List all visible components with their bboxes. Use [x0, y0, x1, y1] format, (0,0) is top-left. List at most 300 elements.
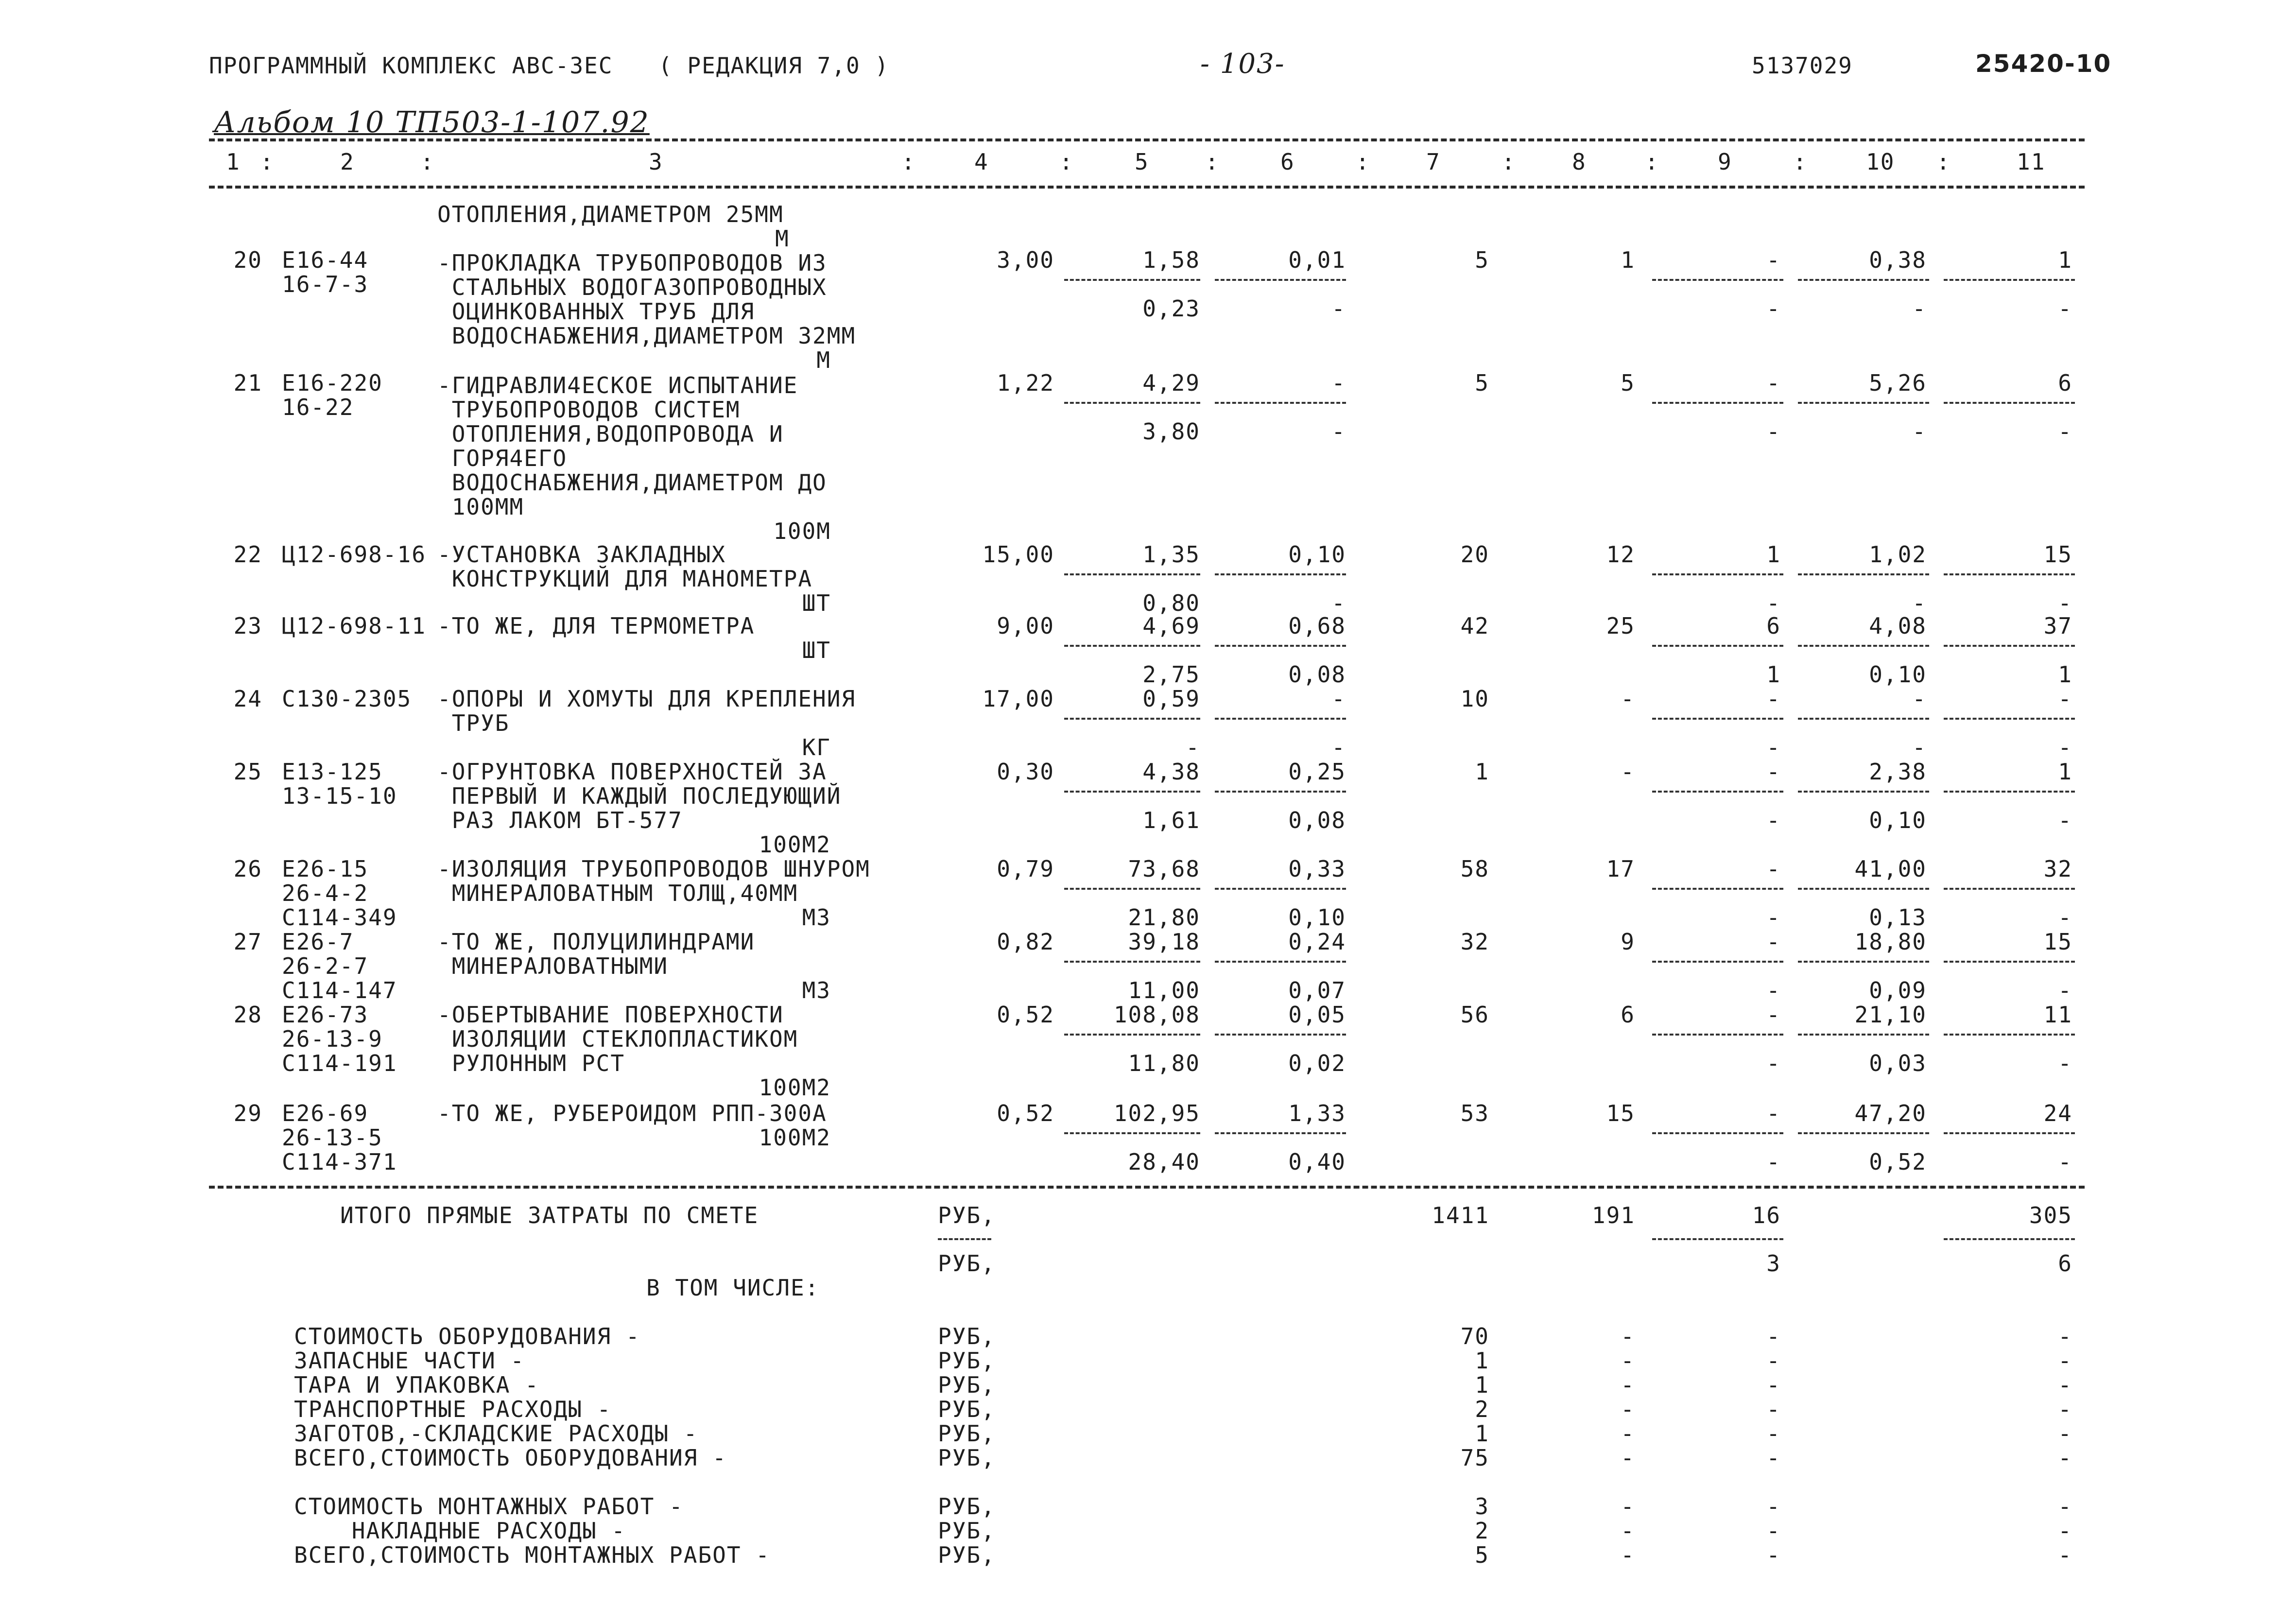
- totals-c9-underline: [1652, 1238, 1783, 1240]
- machine-cost: -: [1331, 686, 1346, 712]
- value-underline: [1944, 573, 2075, 575]
- unit-cost: 1,35: [1142, 541, 1200, 568]
- column-number: 6: [1280, 149, 1295, 175]
- unit-cost: 1,58: [1142, 247, 1200, 273]
- unit-cost: 102,95: [1113, 1100, 1200, 1126]
- quantity: 9,00: [997, 613, 1054, 639]
- totals-c9-bottom: 3: [1766, 1250, 1781, 1277]
- column-number: 4: [974, 149, 989, 175]
- unit-cost-wages: 0,80: [1142, 590, 1200, 616]
- rate-code: Е26-15: [282, 856, 369, 882]
- labor-per-unit: 47,20: [1854, 1100, 1927, 1126]
- summary-unit: РУБ,: [938, 1445, 996, 1471]
- value-underline: [1798, 718, 1929, 720]
- unit-of-measure: 100М2: [759, 831, 831, 858]
- machine-wages: 0,07: [1288, 977, 1346, 1003]
- total-cost: 42: [1460, 613, 1489, 639]
- unit-cost-wages: 11,80: [1128, 1050, 1200, 1076]
- value-underline: [1215, 279, 1346, 281]
- summary-label: ВСЕГО,СТОИМОСТЬ МОНТАЖНЫХ РАБОТ -: [294, 1542, 770, 1568]
- value-underline: [1944, 961, 2075, 963]
- value-underline: [1652, 888, 1783, 890]
- summary-unit: РУБ,: [938, 1542, 996, 1568]
- summary-label: СТОИМОСТЬ ОБОРУДОВАНИЯ -: [294, 1323, 640, 1349]
- labor-total-machine: -: [2058, 418, 2072, 445]
- labor-per-unit: 2,38: [1869, 759, 1927, 785]
- value-underline: [1215, 888, 1346, 890]
- value-underline: [1064, 961, 1200, 963]
- labor-total-machine: -: [2058, 977, 2072, 1003]
- machine-total: -: [1766, 370, 1781, 396]
- summary-c11: -: [2058, 1420, 2072, 1447]
- totals-unit-2: РУБ,: [938, 1250, 996, 1277]
- totals-c11-top: 305: [2029, 1202, 2072, 1228]
- machine-total-wages: 1: [1766, 661, 1781, 688]
- summary-c7: 1: [1475, 1348, 1489, 1374]
- machine-total: -: [1766, 1100, 1781, 1126]
- labor-per-unit-machine: 0,09: [1869, 977, 1927, 1003]
- machine-total-wages: -: [1766, 734, 1781, 760]
- summary-c8: -: [1621, 1445, 1635, 1471]
- unit-of-measure: 100М2: [759, 1124, 831, 1151]
- work-description: ПЕРВЫЙ И КАЖДЫЙ ПОСЛЕДУЮЩИЙ: [437, 783, 842, 809]
- labor-per-unit: 5,26: [1869, 370, 1927, 396]
- summary-c8: -: [1621, 1542, 1635, 1568]
- value-underline: [1944, 279, 2075, 281]
- work-description: ВОДОСНАБЖЕНИЯ,ДИАМЕТРОМ 32ММ: [437, 323, 856, 349]
- machine-cost: 1,33: [1288, 1100, 1346, 1126]
- value-underline: [1652, 645, 1783, 647]
- rate-code: 26-13-9: [282, 1026, 383, 1052]
- value-underline: [1215, 645, 1346, 647]
- program-name: ПРОГРАММНЫЙ КОМПЛЕКС АВС-3ЕС: [209, 52, 613, 79]
- total-wages: -: [1621, 759, 1635, 785]
- work-description: МИНЕРАЛОВАТНЫМ ТОЛЩ,40ММ: [437, 880, 798, 906]
- value-underline: [1064, 573, 1200, 575]
- summary-c7: 1: [1475, 1420, 1489, 1447]
- summary-unit: РУБ,: [938, 1396, 996, 1422]
- total-wages: 12: [1606, 541, 1635, 568]
- summary-label: СТОИМОСТЬ МОНТАЖНЫХ РАБОТ -: [294, 1493, 684, 1520]
- summary-c11: -: [2058, 1542, 2072, 1568]
- value-underline: [1944, 791, 2075, 793]
- column-number: 7: [1426, 149, 1441, 175]
- unit-of-measure: КГ: [802, 734, 831, 760]
- machine-cost: -: [1331, 370, 1346, 396]
- summary-label: ВСЕГО,СТОИМОСТЬ ОБОРУДОВАНИЯ -: [294, 1445, 727, 1471]
- unit-cost-wages: 11,00: [1128, 977, 1200, 1003]
- work-description: -ОПОРЫ И ХОМУТЫ ДЛЯ КРЕПЛЕНИЯ: [437, 686, 856, 712]
- work-description: -ИЗОЛЯЦИЯ ТРУБОПРОВОДОВ ШНУРОМ: [437, 856, 870, 882]
- column-separator: :: [1356, 149, 1370, 175]
- value-underline: [1215, 402, 1346, 404]
- labor-total-machine: 1: [2058, 661, 2072, 688]
- machine-total-wages: -: [1766, 295, 1781, 322]
- machine-total: 6: [1766, 613, 1781, 639]
- value-underline: [1798, 1034, 1929, 1036]
- summary-c9: -: [1766, 1348, 1781, 1374]
- value-underline: [1652, 791, 1783, 793]
- machine-total: -: [1766, 1002, 1781, 1028]
- rate-code: 16-7-3: [282, 271, 369, 297]
- summary-unit: РУБ,: [938, 1493, 996, 1520]
- rate-code: 26-4-2: [282, 880, 369, 906]
- summary-c9: -: [1766, 1518, 1781, 1544]
- machine-cost: 0,01: [1288, 247, 1346, 273]
- machine-total: -: [1766, 856, 1781, 882]
- unit-cost-wages: 21,80: [1128, 904, 1200, 931]
- quantity: 0,52: [997, 1100, 1054, 1126]
- labor-per-unit-machine: 0,10: [1869, 661, 1927, 688]
- unit-cost-wages: 2,75: [1142, 661, 1200, 688]
- machine-wages: 0,02: [1288, 1050, 1346, 1076]
- column-separator: :: [1502, 149, 1516, 175]
- row-number: 22: [233, 541, 262, 568]
- machine-total: 1: [1766, 541, 1781, 568]
- value-underline: [1798, 791, 1929, 793]
- rate-code: 13-15-10: [282, 783, 397, 809]
- quantity: 0,30: [997, 759, 1054, 785]
- machine-total-wages: -: [1766, 1149, 1781, 1175]
- labor-total: 24: [2043, 1100, 2072, 1126]
- value-underline: [1064, 279, 1200, 281]
- rate-code: Е26-73: [282, 1002, 369, 1028]
- summary-label: ЗАПАСНЫЕ ЧАСТИ -: [294, 1348, 525, 1374]
- totals-c8: 191: [1591, 1202, 1635, 1228]
- labor-total-machine: -: [2058, 904, 2072, 931]
- column-number: 3: [649, 149, 663, 175]
- summary-c7: 5: [1475, 1542, 1489, 1568]
- value-underline: [1652, 279, 1783, 281]
- column-separator: :: [260, 149, 275, 175]
- summary-c11: -: [2058, 1493, 2072, 1520]
- machine-cost: 0,68: [1288, 613, 1346, 639]
- summary-c11: -: [2058, 1372, 2072, 1398]
- summary-unit: РУБ,: [938, 1323, 996, 1349]
- unit-cost: 39,18: [1128, 929, 1200, 955]
- column-number: 11: [2017, 149, 2046, 175]
- machine-total: -: [1766, 929, 1781, 955]
- work-description: ГОРЯ4ЕГО: [437, 445, 568, 471]
- value-underline: [1798, 402, 1929, 404]
- machine-total-wages: -: [1766, 418, 1781, 445]
- machine-wages: 0,10: [1288, 904, 1346, 931]
- labor-per-unit: 41,00: [1854, 856, 1927, 882]
- summary-unit: РУБ,: [938, 1518, 996, 1544]
- work-description: ВОДОСНАБЖЕНИЯ,ДИАМЕТРОМ ДО: [437, 469, 827, 496]
- totals-label: ИТОГО ПРЯМЫЕ ЗАТРАТЫ ПО СМЕТЕ: [340, 1202, 759, 1228]
- column-separator: :: [420, 149, 435, 175]
- labor-total: 32: [2043, 856, 2072, 882]
- rate-code: Е26-7: [282, 929, 354, 955]
- column-number: 8: [1572, 149, 1587, 175]
- value-underline: [1652, 402, 1783, 404]
- continuation-line: М: [775, 225, 790, 252]
- labor-total-machine: -: [2058, 734, 2072, 760]
- work-description: -ГИДРАВЛИ4ЕСКОЕ ИСПЫТАНИЕ: [437, 372, 798, 398]
- totals-unit-underline: [938, 1238, 991, 1240]
- labor-per-unit: 1,02: [1869, 541, 1927, 568]
- total-cost: 58: [1460, 856, 1489, 882]
- value-underline: [1215, 718, 1346, 720]
- table-end-rule: [209, 1186, 2085, 1189]
- album-stamp: Альбом 10 ТП503-1-107.92: [214, 105, 650, 139]
- labor-per-unit: -: [1912, 686, 1927, 712]
- labor-total-machine: -: [2058, 1050, 2072, 1076]
- rate-code: Е16-220: [282, 370, 383, 396]
- machine-total: -: [1766, 759, 1781, 785]
- row-number: 23: [233, 613, 262, 639]
- summary-c7: 2: [1475, 1396, 1489, 1422]
- summary-unit: РУБ,: [938, 1420, 996, 1447]
- labor-per-unit-machine: -: [1912, 734, 1927, 760]
- value-underline: [1064, 791, 1200, 793]
- total-wages: 6: [1621, 1002, 1635, 1028]
- labor-per-unit-machine: -: [1912, 590, 1927, 616]
- labor-per-unit: 4,08: [1869, 613, 1927, 639]
- machine-total: -: [1766, 247, 1781, 273]
- rate-code: С114-147: [282, 977, 397, 1003]
- summary-unit: РУБ,: [938, 1348, 996, 1374]
- machine-total-wages: -: [1766, 807, 1781, 833]
- work-description: -ОБЕРТЫВАНИЕ ПОВЕРХНОСТИ: [437, 1002, 784, 1028]
- unit-cost: 108,08: [1113, 1002, 1200, 1028]
- labor-total-machine: -: [2058, 1149, 2072, 1175]
- summary-c9: -: [1766, 1323, 1781, 1349]
- labor-total: 15: [2043, 929, 2072, 955]
- value-underline: [1652, 718, 1783, 720]
- total-wages: 25: [1606, 613, 1635, 639]
- rate-code: 26-2-7: [282, 953, 369, 979]
- summary-unit: РУБ,: [938, 1372, 996, 1398]
- quantity: 1,22: [997, 370, 1054, 396]
- column-separator: :: [1936, 149, 1951, 175]
- unit-cost: 0,59: [1142, 686, 1200, 712]
- rate-code: 16-22: [282, 394, 354, 420]
- row-number: 21: [233, 370, 262, 396]
- machine-total-wages: -: [1766, 904, 1781, 931]
- total-wages: 9: [1621, 929, 1635, 955]
- machine-wages: 0,08: [1288, 661, 1346, 688]
- labor-per-unit-machine: 0,13: [1869, 904, 1927, 931]
- value-underline: [1064, 718, 1200, 720]
- rate-code: С114-349: [282, 904, 397, 931]
- summary-c8: -: [1621, 1323, 1635, 1349]
- quantity: 0,82: [997, 929, 1054, 955]
- summary-label: ТРАНСПОРТНЫЕ РАСХОДЫ -: [294, 1396, 612, 1422]
- labor-per-unit-machine: 0,52: [1869, 1149, 1927, 1175]
- work-description: -ОГРУНТОВКА ПОВЕРХНОСТЕЙ ЗА: [437, 759, 827, 785]
- machine-total-wages: -: [1766, 977, 1781, 1003]
- work-description: -УСТАНОВКА ЗАКЛАДНЫХ: [437, 541, 726, 568]
- value-underline: [1798, 573, 1929, 575]
- column-number: 1: [226, 149, 241, 175]
- summary-c7: 1: [1475, 1372, 1489, 1398]
- value-underline: [1215, 961, 1346, 963]
- value-underline: [1944, 645, 2075, 647]
- machine-cost: 0,25: [1288, 759, 1346, 785]
- total-cost: 20: [1460, 541, 1489, 568]
- summary-c11: -: [2058, 1396, 2072, 1422]
- summary-c8: -: [1621, 1372, 1635, 1398]
- value-underline: [1944, 1132, 2075, 1134]
- quantity: 3,00: [997, 247, 1054, 273]
- machine-wages: -: [1331, 295, 1346, 322]
- value-underline: [1798, 645, 1929, 647]
- unit-cost: 4,38: [1142, 759, 1200, 785]
- summary-c11: -: [2058, 1348, 2072, 1374]
- labor-total: 37: [2043, 613, 2072, 639]
- column-separator: :: [1645, 149, 1659, 175]
- work-description: ТРУБОПРОВОДОВ СИСТЕМ: [437, 397, 741, 423]
- document-number: 25420-10: [1975, 50, 2112, 78]
- value-underline: [1064, 1034, 1200, 1036]
- summary-c7: 70: [1460, 1323, 1489, 1349]
- total-cost: 10: [1460, 686, 1489, 712]
- rate-code: С114-371: [282, 1149, 397, 1175]
- labor-total: 1: [2058, 247, 2072, 273]
- value-underline: [1652, 573, 1783, 575]
- summary-c7: 75: [1460, 1445, 1489, 1471]
- work-description: КОНСТРУКЦИЙ ДЛЯ МАНОМЕТРА: [437, 566, 813, 592]
- value-underline: [1064, 645, 1200, 647]
- total-wages: 15: [1606, 1100, 1635, 1126]
- summary-c7: 2: [1475, 1518, 1489, 1544]
- summary-c8: -: [1621, 1396, 1635, 1422]
- column-number: 2: [340, 149, 355, 175]
- value-underline: [1064, 402, 1200, 404]
- labor-total-machine: -: [2058, 807, 2072, 833]
- machine-wages: -: [1331, 418, 1346, 445]
- total-cost: 56: [1460, 1002, 1489, 1028]
- row-number: 25: [233, 759, 262, 785]
- summary-label: НАКЛАДНЫЕ РАСХОДЫ -: [294, 1518, 626, 1544]
- summary-c9: -: [1766, 1372, 1781, 1398]
- labor-per-unit-machine: -: [1912, 295, 1927, 322]
- machine-wages: 0,40: [1288, 1149, 1346, 1175]
- labor-total: 1: [2058, 759, 2072, 785]
- document-code: 5137029: [1752, 52, 1853, 79]
- unit-cost: 4,29: [1142, 370, 1200, 396]
- value-underline: [1798, 961, 1929, 963]
- unit-cost: 4,69: [1142, 613, 1200, 639]
- unit-of-measure: М3: [802, 904, 831, 931]
- machine-wages: 0,08: [1288, 807, 1346, 833]
- rate-code: Е26-69: [282, 1100, 369, 1126]
- summary-c8: -: [1621, 1493, 1635, 1520]
- row-number: 26: [233, 856, 262, 882]
- rate-code: С114-191: [282, 1050, 397, 1076]
- summary-label: ТАРА И УПАКОВКА -: [294, 1372, 539, 1398]
- labor-per-unit: 0,38: [1869, 247, 1927, 273]
- labor-per-unit-machine: 0,03: [1869, 1050, 1927, 1076]
- summary-c9: -: [1766, 1396, 1781, 1422]
- machine-wages: -: [1331, 590, 1346, 616]
- header-top-rule: [209, 138, 2085, 141]
- unit-of-measure: 100М: [773, 518, 831, 544]
- work-description: -ПРОКЛАДКА ТРУБОПРОВОДОВ ИЗ: [437, 250, 827, 276]
- labor-total-machine: -: [2058, 590, 2072, 616]
- value-underline: [1215, 1034, 1346, 1036]
- quantity: 17,00: [982, 686, 1054, 712]
- value-underline: [1064, 1132, 1200, 1134]
- unit-of-measure: М: [816, 347, 831, 373]
- work-description: ИЗОЛЯЦИИ СТЕКЛОПЛАСТИКОМ: [437, 1026, 798, 1052]
- row-number: 27: [233, 929, 262, 955]
- unit-of-measure: М3: [802, 977, 831, 1003]
- row-number: 29: [233, 1100, 262, 1126]
- row-number: 24: [233, 686, 262, 712]
- row-number: 20: [233, 247, 262, 273]
- summary-c9: -: [1766, 1445, 1781, 1471]
- value-underline: [1944, 1034, 2075, 1036]
- summary-label: ЗАГОТОВ,-СКЛАДСКИЕ РАСХОДЫ -: [294, 1420, 698, 1447]
- unit-of-measure: ШТ: [802, 590, 831, 616]
- machine-cost: 0,24: [1288, 929, 1346, 955]
- total-cost: 32: [1460, 929, 1489, 955]
- totals-unit: РУБ,: [938, 1202, 996, 1228]
- column-number: 5: [1135, 149, 1149, 175]
- value-underline: [1798, 888, 1929, 890]
- value-underline: [1944, 888, 2075, 890]
- labor-total: 15: [2043, 541, 2072, 568]
- rate-code: Е16-44: [282, 247, 369, 273]
- labor-per-unit: 21,10: [1854, 1002, 1927, 1028]
- summary-c9: -: [1766, 1493, 1781, 1520]
- summary-c8: -: [1621, 1420, 1635, 1447]
- total-wages: 1: [1621, 247, 1635, 273]
- work-description: -ТО ЖЕ, РУБЕРОИДОМ РПП-300А: [437, 1100, 827, 1126]
- column-number: 9: [1718, 149, 1732, 175]
- column-separator: :: [1793, 149, 1808, 175]
- quantity: 15,00: [982, 541, 1054, 568]
- value-underline: [1652, 961, 1783, 963]
- work-description: ОЦИНКОВАННЫХ ТРУБ ДЛЯ: [437, 298, 755, 325]
- quantity: 0,52: [997, 1002, 1054, 1028]
- machine-wages: -: [1331, 734, 1346, 760]
- labor-per-unit-machine: 0,10: [1869, 807, 1927, 833]
- work-description: РАЗ ЛАКОМ БТ-577: [437, 807, 683, 833]
- including-heading: В ТОМ ЧИСЛЕ:: [646, 1275, 820, 1301]
- labor-total-machine: -: [2058, 295, 2072, 322]
- work-description: -ТО ЖЕ, ПОЛУЦИЛИНДРАМИ: [437, 929, 755, 955]
- value-underline: [1215, 573, 1346, 575]
- work-description: МИНЕРАЛОВАТНЫМИ: [437, 953, 669, 979]
- work-description: -ТО ЖЕ, ДЛЯ ТЕРМОМЕТРА: [437, 613, 755, 639]
- value-underline: [1798, 279, 1929, 281]
- header-bottom-rule: [209, 186, 2085, 189]
- total-cost: 5: [1475, 247, 1489, 273]
- column-separator: :: [901, 149, 916, 175]
- summary-c9: -: [1766, 1542, 1781, 1568]
- unit-cost: 73,68: [1128, 856, 1200, 882]
- unit-of-measure: ШТ: [802, 637, 831, 663]
- page-number: - 103-: [1200, 48, 1285, 80]
- work-description: СТАЛЬНЫХ ВОДОГАЗОПРОВОДНЫХ: [437, 274, 827, 300]
- edition: ( РЕДАКЦИЯ 7,0 ): [658, 52, 890, 79]
- total-cost: 1: [1475, 759, 1489, 785]
- totals-c7: 1411: [1432, 1202, 1489, 1228]
- total-cost: 5: [1475, 370, 1489, 396]
- summary-c9: -: [1766, 1420, 1781, 1447]
- total-wages: -: [1621, 686, 1635, 712]
- column-number: 10: [1866, 149, 1895, 175]
- value-underline: [1064, 888, 1200, 890]
- machine-total: -: [1766, 686, 1781, 712]
- machine-total-wages: -: [1766, 1050, 1781, 1076]
- column-separator: :: [1205, 149, 1220, 175]
- rate-code: Е13-125: [282, 759, 383, 785]
